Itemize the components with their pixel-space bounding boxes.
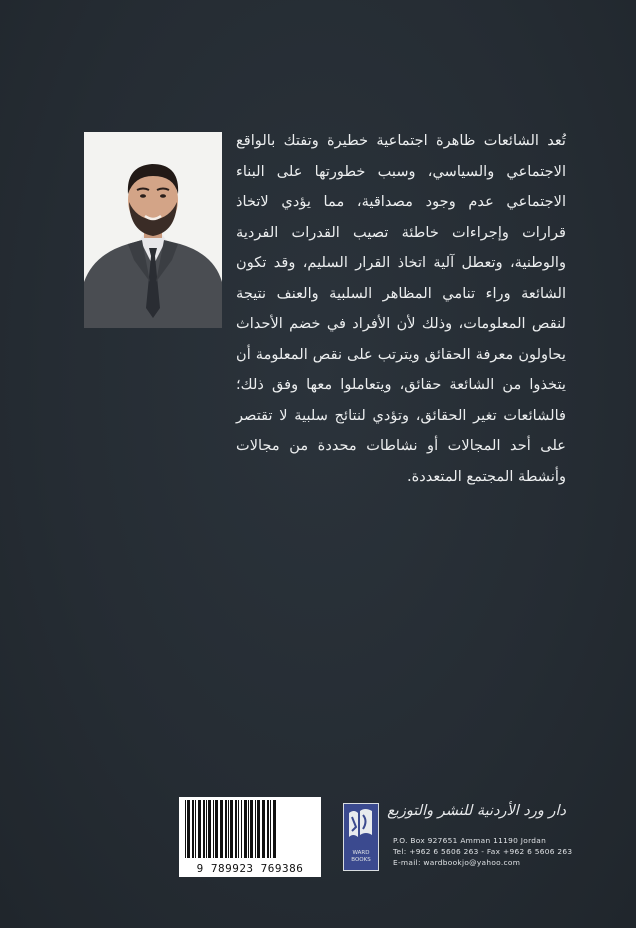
publisher-logo	[343, 803, 379, 871]
barcode-bar	[255, 800, 256, 858]
barcode-bars	[179, 800, 321, 866]
barcode-bar	[208, 800, 211, 858]
barcode-bar	[273, 800, 276, 858]
barcode-bar	[206, 800, 207, 858]
barcode-bar	[241, 800, 242, 858]
barcode-bar	[228, 800, 229, 858]
logo-text-ward: WARD	[352, 850, 370, 856]
barcode-bar	[257, 800, 260, 858]
barcode-bar	[248, 800, 249, 858]
back-cover-blurb	[236, 126, 566, 492]
barcode-bar	[198, 800, 201, 858]
barcode-bar	[192, 800, 194, 858]
barcode-bar	[230, 800, 233, 858]
barcode-bar	[203, 800, 205, 858]
barcode-bar	[225, 800, 227, 858]
publisher-email: E-mail: wardbookjo@yahoo.com	[393, 858, 521, 867]
barcode-bar	[235, 800, 237, 858]
barcode-bar	[262, 800, 265, 858]
barcode-bar	[220, 800, 223, 858]
blurb-paragraph: تُعد الشائعات ظاهرة اجتماعية خطيرة وتفتك بالواقع الاجتماعي والسياسي، وسبب خطورتها على البناء الاجتماعي عدم وجود مصداقية، مما يؤدي لاتخاذ قرارات وإجراءات خاطئة تصيب القدرات الفردية والوطنية، وتعطل آلية اتخاذ القرار السليم، وقد تكون الشائعة وراء تنامي المظاهر السلبية والعنف نتيجة لنقص المعلومات، وذلك لأن الأفراد في خضم الأحداث يحاولون معرفة الحقائق ويترتب على نقص المعلومة أن يتخذوا من الشائعة حقائق، ويتعاملوا معها وفق ذلك؛ فالشائعات تغير الحقائق، وتؤدي لنتائج سلبية لا تقتصر على أحد المجالات أو نشاطات محددة من مجالات وأنشطة المجتمع المتعددة.	[236, 132, 566, 485]
barcode-bar	[244, 800, 247, 858]
barcode-bar	[238, 800, 239, 858]
barcode-bar	[250, 800, 253, 858]
barcode-bar	[195, 800, 196, 858]
barcode-bar	[185, 800, 186, 858]
isbn-barcode	[179, 797, 321, 877]
barcode-bar	[267, 800, 269, 858]
ward-logo-icon	[346, 807, 376, 843]
publisher-address: P.O. Box 927651 Amman 11190 Jordan	[393, 836, 547, 845]
author-photo	[84, 132, 222, 328]
logo-text-books: BOOKS	[351, 857, 371, 863]
barcode-bar	[213, 800, 214, 858]
publisher-phone: Tel: +962 6 5606 263 - Fax +962 6 5606 263	[393, 847, 573, 856]
isbn-number: 9 789923 769386	[196, 862, 304, 875]
barcode-bar	[270, 800, 271, 858]
barcode-bar	[187, 800, 190, 858]
barcode-bar	[215, 800, 218, 858]
publisher-name: دار ورد الأردنية للنشر والتوزيع	[387, 803, 566, 819]
